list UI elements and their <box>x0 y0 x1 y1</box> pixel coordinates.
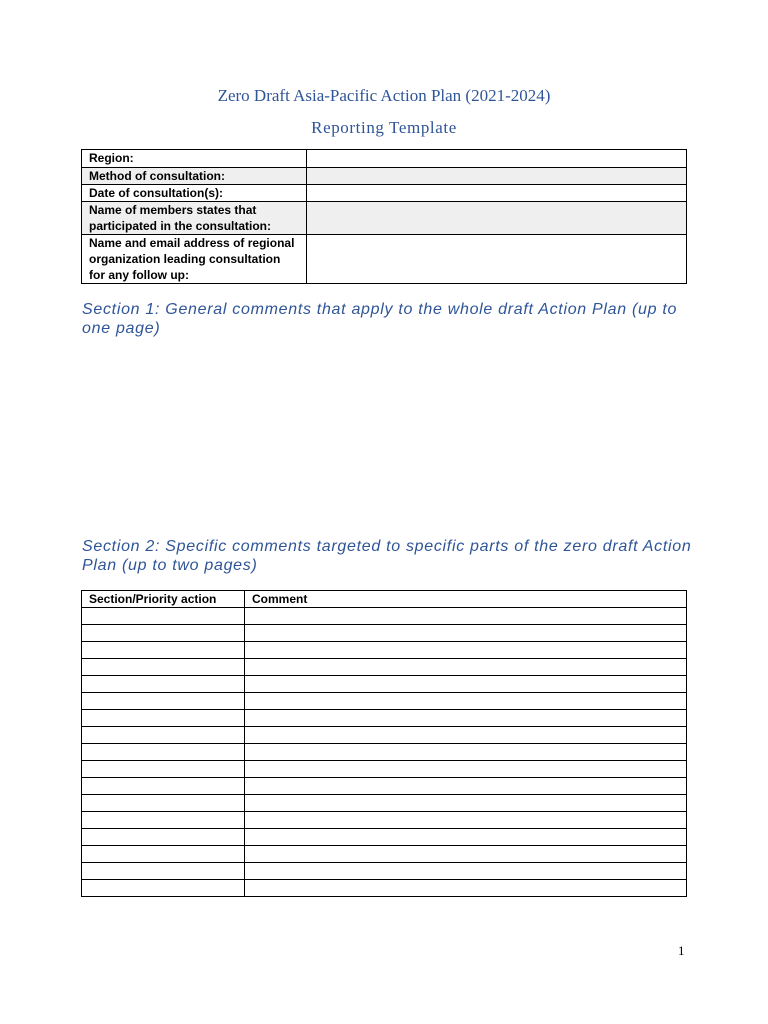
table-row <box>82 863 687 880</box>
info-value-member-states[interactable] <box>307 202 687 235</box>
section-cell[interactable] <box>82 795 245 812</box>
table-row <box>82 812 687 829</box>
table-row <box>82 880 687 897</box>
section-2-heading: Section 2: Specific comments targeted to specific parts of the zero draft Action Plan (up to two pages) <box>82 538 692 574</box>
info-label-date: Date of consultation(s): <box>82 185 307 202</box>
comment-cell[interactable] <box>245 846 687 863</box>
table-row <box>82 795 687 812</box>
section-cell[interactable] <box>82 846 245 863</box>
section-cell[interactable] <box>82 829 245 846</box>
info-row-method <box>82 168 687 185</box>
comment-cell[interactable] <box>245 880 687 897</box>
comment-cell[interactable] <box>245 642 687 659</box>
section-cell[interactable] <box>82 761 245 778</box>
comment-table-body <box>82 608 687 897</box>
section-cell[interactable] <box>82 625 245 642</box>
section-cell[interactable] <box>82 863 245 880</box>
comment-cell[interactable] <box>245 778 687 795</box>
info-label-member-states: Name of members states that participated in the consultation: <box>82 202 307 235</box>
section-cell[interactable] <box>82 744 245 761</box>
info-row-contact <box>82 235 687 284</box>
comment-cell[interactable] <box>245 761 687 778</box>
section-cell[interactable] <box>82 608 245 625</box>
table-row <box>82 846 687 863</box>
column-header-comment: Comment <box>245 591 687 608</box>
comment-cell[interactable] <box>245 710 687 727</box>
section-1-heading: Section 1: General comments that apply to the whole draft Action Plan (up to one page) <box>82 301 678 337</box>
section-cell[interactable] <box>82 812 245 829</box>
info-value-region[interactable] <box>307 150 687 168</box>
document-subtitle: Reporting Template <box>311 118 457 137</box>
section-cell[interactable] <box>82 642 245 659</box>
comment-cell[interactable] <box>245 727 687 744</box>
section-cell[interactable] <box>82 710 245 727</box>
document-title: Zero Draft Asia-Pacific Action Plan (2021-2024) <box>217 86 551 105</box>
comment-table-header-row <box>82 591 687 608</box>
table-row <box>82 761 687 778</box>
table-row <box>82 710 687 727</box>
comment-table <box>81 590 687 897</box>
info-value-method[interactable] <box>307 168 687 185</box>
section-cell[interactable] <box>82 693 245 710</box>
info-label-region: Region: <box>82 150 307 168</box>
section-cell[interactable] <box>82 659 245 676</box>
section-cell[interactable] <box>82 880 245 897</box>
section-cell[interactable] <box>82 778 245 795</box>
comment-cell[interactable] <box>245 659 687 676</box>
comment-cell[interactable] <box>245 795 687 812</box>
comment-cell[interactable] <box>245 625 687 642</box>
table-row <box>82 829 687 846</box>
info-row-date <box>82 185 687 202</box>
info-label-method: Method of consultation: <box>82 168 307 185</box>
section-cell[interactable] <box>82 676 245 693</box>
info-row-member-states <box>82 202 687 235</box>
table-row <box>82 744 687 761</box>
info-row-region <box>82 150 687 168</box>
info-value-date[interactable] <box>307 185 687 202</box>
info-label-contact: Name and email address of regional organization leading consultation for any follow up: <box>82 235 307 284</box>
section-cell[interactable] <box>82 727 245 744</box>
comment-cell[interactable] <box>245 812 687 829</box>
comment-cell[interactable] <box>245 829 687 846</box>
comment-cell[interactable] <box>245 608 687 625</box>
table-row <box>82 625 687 642</box>
comment-cell[interactable] <box>245 693 687 710</box>
table-row <box>82 676 687 693</box>
info-value-contact[interactable] <box>307 235 687 284</box>
table-row <box>82 693 687 710</box>
comment-cell[interactable] <box>245 676 687 693</box>
comment-cell[interactable] <box>245 744 687 761</box>
table-row <box>82 608 687 625</box>
table-row <box>82 727 687 744</box>
page-number: 1 <box>678 943 685 958</box>
table-row <box>82 642 687 659</box>
consultation-info-table <box>81 149 687 284</box>
column-header-section: Section/Priority action <box>82 591 245 608</box>
table-row <box>82 659 687 676</box>
table-row <box>82 778 687 795</box>
comment-cell[interactable] <box>245 863 687 880</box>
